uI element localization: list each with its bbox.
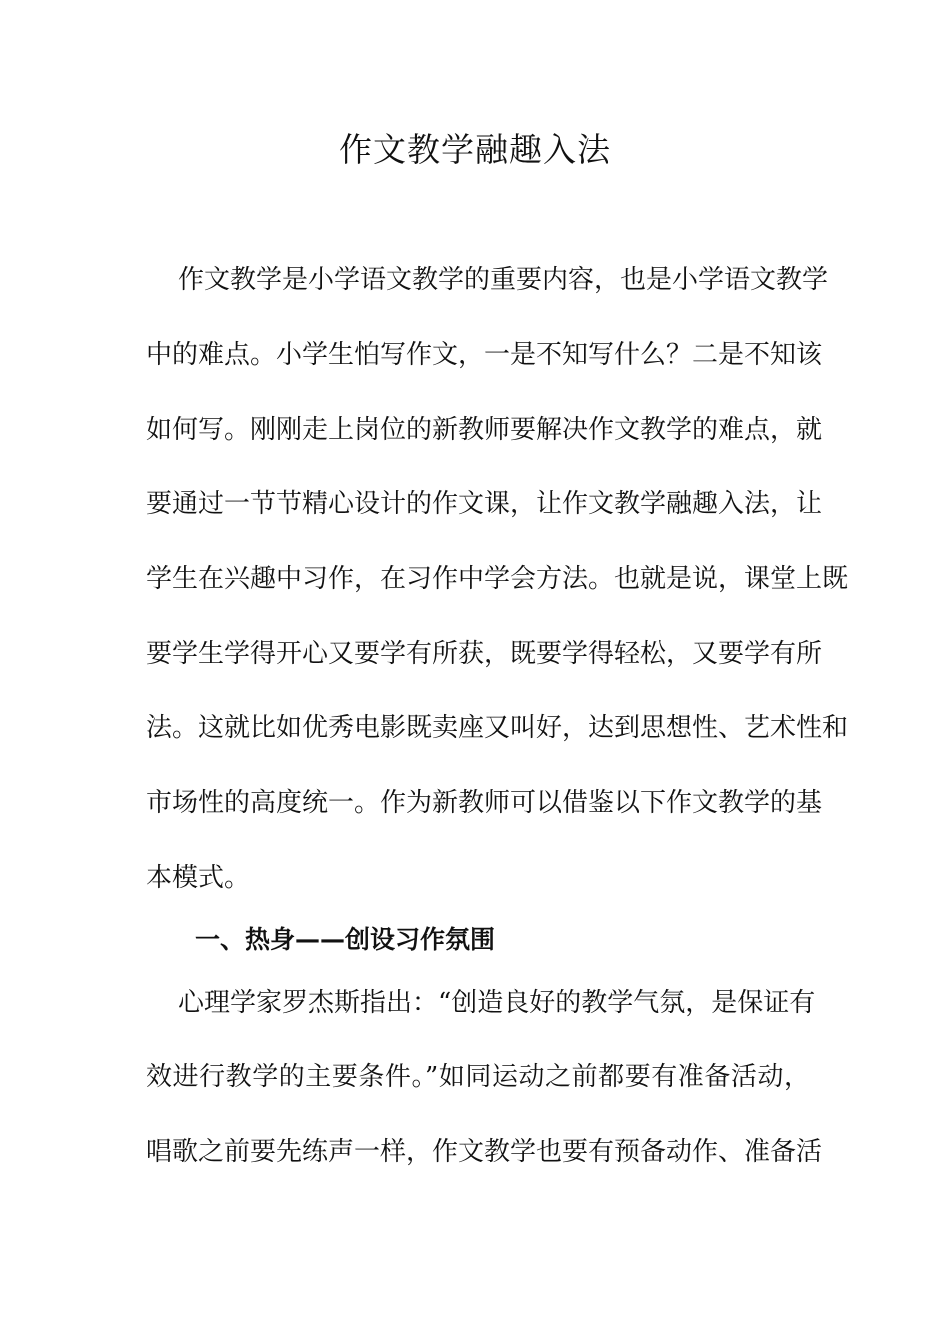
paragraph-line: 市场性的高度统一。作为新教师可以借鉴以下作文教学的基 <box>146 788 823 818</box>
paragraph-line: 法。这就比如优秀电影既卖座又叫好，达到思想性、艺术性和 <box>146 713 849 743</box>
document-title: 作文教学融趣入法 <box>339 130 611 169</box>
paragraph-line: 要学生学得开心又要学有所获，既要学得轻松，又要学有所 <box>146 639 823 669</box>
section-heading: 一、热身——创设习作氛围 <box>195 925 496 954</box>
paragraph-line: 心理学家罗杰斯指出：“创造良好的教学气氛，是保证有 <box>178 988 816 1018</box>
paragraph-line: 本模式。 <box>146 863 251 893</box>
paragraph-line: 效进行教学的主要条件。”如同运动之前都要有准备活动， <box>146 1062 810 1092</box>
paragraph-line: 如何写。刚刚走上岗位的新教师要解决作文教学的难点，就 <box>146 415 823 445</box>
paragraph-line: 唱歌之前要先练声一样，作文教学也要有预备动作、准备活 <box>146 1137 823 1167</box>
paragraph-line: 中的难点。小学生怕写作文，一是不知写什么？二是不知该 <box>146 340 823 370</box>
paragraph-line: 学生在兴趣中习作，在习作中学会方法。也就是说，课堂上既 <box>146 564 849 594</box>
paragraph-line: 要通过一节节精心设计的作文课，让作文教学融趣入法，让 <box>146 489 823 519</box>
paragraph-line: 作文教学是小学语文教学的重要内容，也是小学语文教学 <box>178 265 829 295</box>
